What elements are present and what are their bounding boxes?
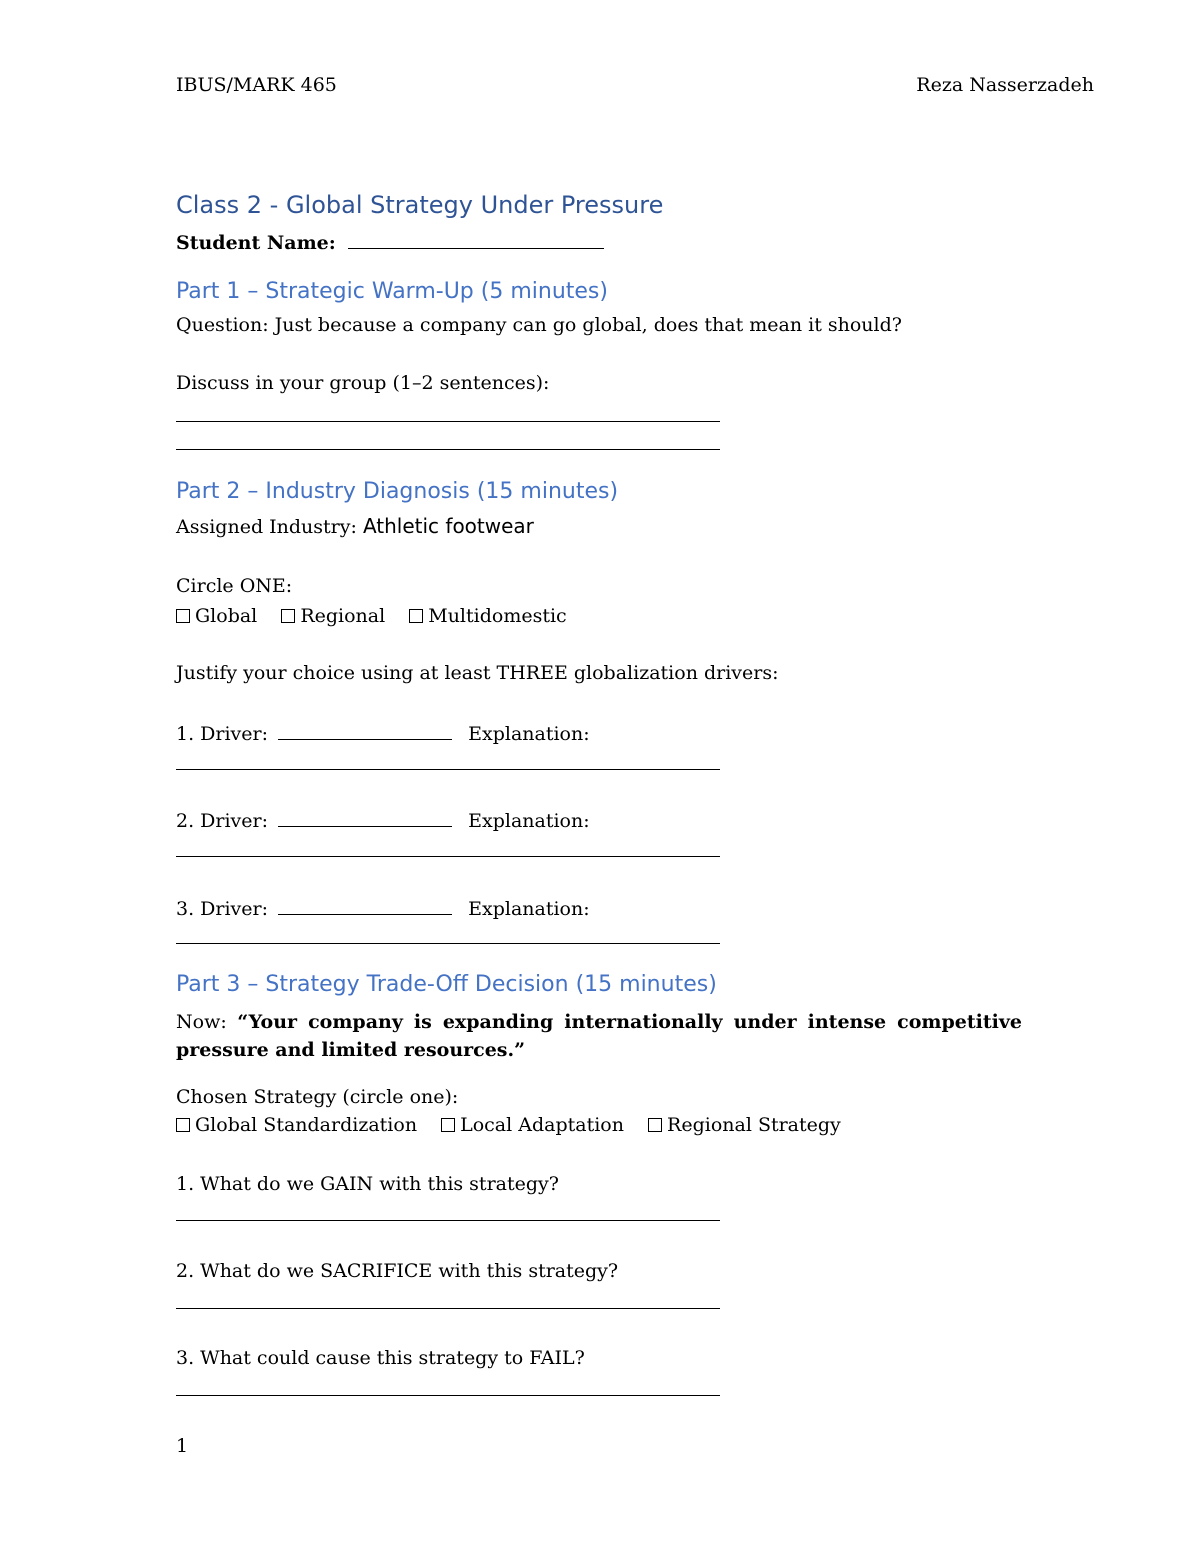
fail-answer-line[interactable]	[176, 1395, 720, 1396]
industry-options	[176, 605, 585, 627]
driver-label: 1. Driver:	[176, 723, 269, 745]
checkbox-icon	[409, 609, 423, 623]
explanation-label: Explanation:	[468, 723, 590, 745]
driver-2-explanation-line[interactable]	[176, 856, 720, 857]
option-regional[interactable]: Regional	[281, 605, 385, 627]
scenario-text: “Your company is expanding internationally under intense competitive pressure and limited resources.”	[176, 1011, 1022, 1061]
driver-label: 2. Driver:	[176, 810, 269, 832]
option-global-standardization[interactable]: Global Standardization	[176, 1114, 417, 1136]
header-instructor: Reza Nasserzadeh	[916, 74, 1094, 96]
checkbox-icon	[441, 1118, 455, 1132]
driver-1-explanation-line[interactable]	[176, 769, 720, 770]
chosen-strategy-label: Chosen Strategy (circle one):	[176, 1086, 459, 1108]
option-global[interactable]: Global	[176, 605, 257, 627]
driver-field[interactable]	[278, 896, 452, 915]
part1-prompt: Discuss in your group (1–2 sentences):	[176, 372, 550, 394]
sacrifice-answer-line[interactable]	[176, 1308, 720, 1309]
student-name-label: Student Name:	[176, 232, 336, 254]
header-course: IBUS/MARK 465	[176, 74, 337, 96]
explanation-label: Explanation:	[468, 810, 590, 832]
checkbox-icon	[176, 609, 190, 623]
part1-answer-line-2[interactable]	[176, 449, 720, 450]
option-multidomestic[interactable]: Multidomestic	[409, 605, 566, 627]
driver-row-1	[176, 721, 590, 745]
explanation-label: Explanation:	[468, 898, 590, 920]
question-gain: 1. What do we GAIN with this strategy?	[176, 1173, 559, 1195]
strategy-options	[176, 1114, 859, 1136]
circle-one-label: Circle ONE:	[176, 575, 293, 597]
part2-heading: Part 2 – Industry Diagnosis (15 minutes)	[176, 479, 619, 504]
part3-heading: Part 3 – Strategy Trade-Off Decision (15 minutes)	[176, 972, 717, 997]
checkbox-icon	[281, 609, 295, 623]
scenario-paragraph	[176, 1008, 1022, 1064]
page-number: 1	[176, 1435, 189, 1457]
driver-3-explanation-line[interactable]	[176, 943, 720, 944]
industry-value: Athletic footwear	[362, 514, 534, 538]
driver-field[interactable]	[278, 721, 452, 740]
industry-label: Assigned Industry:	[176, 516, 357, 538]
driver-row-2	[176, 808, 590, 832]
now-label: Now:	[176, 1011, 227, 1033]
option-local-adaptation[interactable]: Local Adaptation	[441, 1114, 624, 1136]
part1-answer-line-1[interactable]	[176, 421, 720, 422]
checkbox-icon	[648, 1118, 662, 1132]
driver-field[interactable]	[278, 808, 452, 827]
option-regional-strategy[interactable]: Regional Strategy	[648, 1114, 841, 1136]
student-name-field[interactable]	[348, 230, 604, 249]
gain-answer-line[interactable]	[176, 1220, 720, 1221]
student-name-row	[176, 230, 604, 254]
driver-row-3	[176, 896, 590, 920]
part1-question: Question: Just because a company can go global, does that mean it should?	[176, 314, 902, 336]
justify-prompt: Justify your choice using at least THREE globalization drivers:	[176, 662, 779, 684]
checkbox-icon	[176, 1118, 190, 1132]
driver-label: 3. Driver:	[176, 898, 269, 920]
part1-heading: Part 1 – Strategic Warm-Up (5 minutes)	[176, 279, 608, 304]
page-title: Class 2 - Global Strategy Under Pressure	[176, 191, 664, 219]
industry-row	[176, 514, 534, 538]
question-fail: 3. What could cause this strategy to FAIL?	[176, 1347, 585, 1369]
question-sacrifice: 2. What do we SACRIFICE with this strategy?	[176, 1260, 619, 1282]
